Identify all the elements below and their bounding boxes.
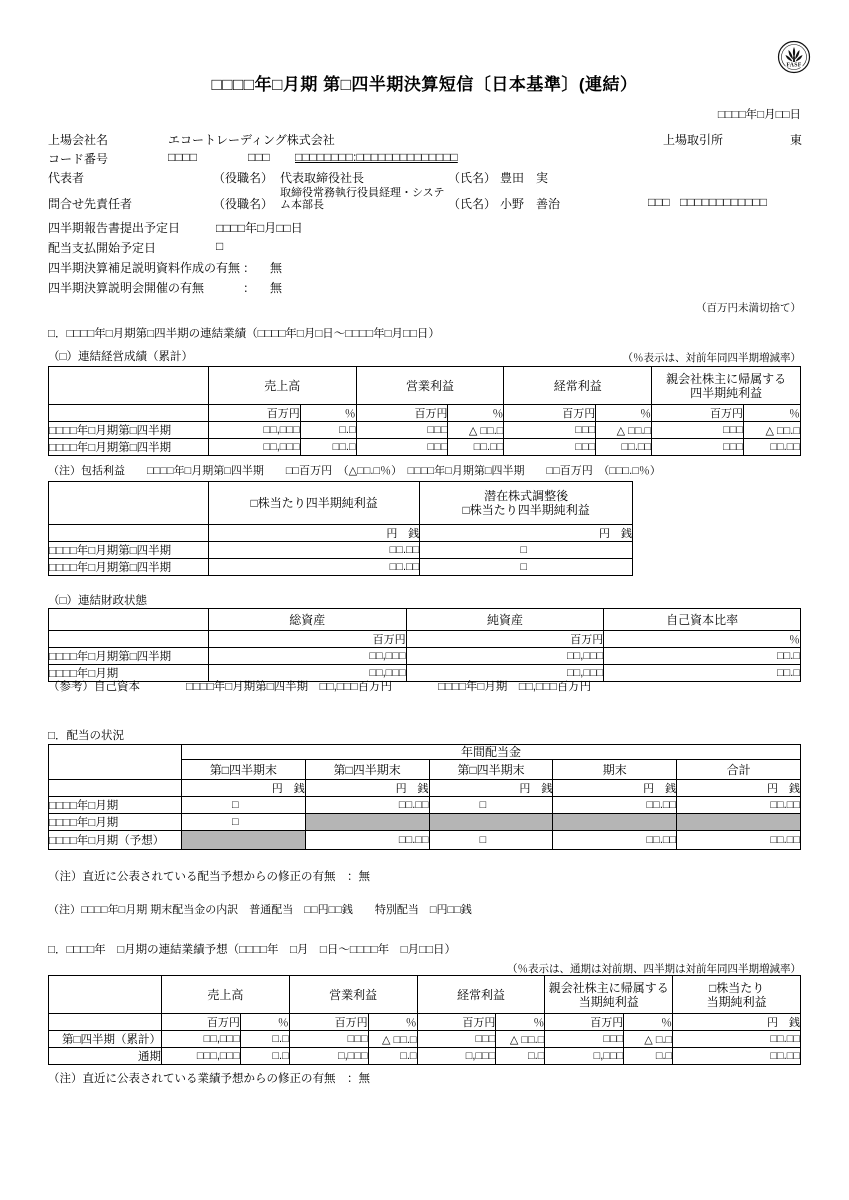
publication-date: □□□□年□月□□日	[717, 109, 801, 121]
section-3-heading: □．□□□□年 □月期の連結業績予想（□□□□年 □月 □日～□□□□年 □月□□日）	[48, 944, 456, 956]
tel-label: □□□	[648, 195, 670, 209]
table-row	[49, 831, 801, 850]
unit-row	[49, 780, 801, 797]
cell-ni-pct: □□.□□	[744, 439, 801, 456]
cell-eps: □□.□□	[673, 1031, 801, 1048]
cell-sales-amount: □□□,□□□	[161, 1048, 240, 1065]
row-label-q-cumulative: 第□四半期（累計）	[49, 1031, 162, 1048]
cell-total: □□.□□	[677, 831, 801, 850]
dividend-payment-label: 配当支払開始予定日	[48, 241, 157, 255]
unit-year-end: 円 銭	[553, 780, 677, 797]
row-label-fy-forecast: □□□□年□月期（予想）	[49, 831, 182, 850]
row-label-current-q: □□□□年□月期第□四半期	[49, 648, 209, 665]
col-header-q1-end: 第□四半期末	[181, 760, 305, 780]
cell-oi-pct: △ □□.□	[368, 1031, 417, 1048]
unit-eps: 円 銭	[208, 525, 419, 542]
table-forecast	[48, 975, 801, 1065]
filing-date-row	[48, 219, 808, 239]
table-row	[49, 1031, 801, 1048]
table-row	[49, 542, 633, 559]
unit-ni-pct: ％	[624, 1014, 673, 1031]
cell-total-assets: □□,□□□	[208, 648, 406, 665]
cell-oi-pct: □.□	[368, 1048, 417, 1065]
col-header-diluted-eps	[420, 482, 633, 525]
representative-name-label: （氏名）	[448, 171, 497, 185]
table-dividends	[48, 744, 801, 850]
filing-date-value: □□□□年□月□□日	[216, 221, 303, 235]
percent-note-2: （％表示は、通期は対前期、四半期は対前年同四半期増減率）	[507, 963, 801, 975]
unit-row	[49, 405, 801, 422]
cell-q1-shaded	[181, 831, 305, 850]
cell-sales-pct: □.□	[240, 1031, 289, 1048]
cell-q1: □	[181, 797, 305, 814]
table-row	[49, 422, 801, 439]
col-header-net-sales: 売上高	[161, 976, 289, 1014]
row-label-fy-prior: □□□□年□月期	[49, 797, 182, 814]
unit-q1: 円 銭	[181, 780, 305, 797]
col-header-net-income	[545, 976, 673, 1014]
contact-role: 取締役常務執行役員経理・システム本部長	[280, 187, 445, 211]
supplement-label: 四半期決算補足説明資料作成の有無	[48, 261, 241, 275]
table-financial-position	[48, 608, 801, 682]
unit-row-label-cell	[49, 525, 209, 542]
briefing-row	[48, 279, 808, 299]
cell-year-end-shaded	[553, 814, 677, 831]
corner-cell	[49, 609, 209, 631]
table-row	[49, 797, 801, 814]
unit-equity-ratio: ％	[604, 631, 801, 648]
section-2-heading: □．配当の状況	[48, 730, 124, 742]
unit-row-label-cell	[49, 631, 209, 648]
unit-oi-pct: ％	[368, 1014, 417, 1031]
col-header-operating-income: 営業利益	[289, 976, 417, 1014]
rounding-note: （百万円未満切捨て）	[696, 302, 801, 314]
representative-name: 豊田 実	[500, 171, 549, 185]
company-url-link[interactable]: □□□□□□□□:□□□□□□□□□□□□□□	[295, 150, 458, 164]
cell-sales-amount: □□,□□□	[161, 1031, 240, 1048]
unit-ord-pct: ％	[596, 405, 652, 422]
unit-row	[49, 631, 801, 648]
col-header-year-end: 期末	[553, 760, 677, 780]
contact-label: 問合せ先責任者	[48, 197, 133, 211]
cell-ni-amount: □□□	[652, 422, 744, 439]
table-header-row	[49, 482, 633, 525]
company-label: 上場会社名	[48, 133, 109, 147]
col-header-eps	[673, 976, 801, 1014]
table-row	[49, 814, 801, 831]
cell-ord-pct: △ □□.□	[496, 1031, 545, 1048]
cell-oi-pct: □□.□□	[448, 439, 504, 456]
representative-role: 代表取締役社長	[280, 171, 365, 185]
unit-ni-pct: ％	[744, 405, 801, 422]
row-label-current-q: □□□□年□月期第□四半期	[49, 542, 209, 559]
unit-oi-pct: ％	[448, 405, 504, 422]
dividend-payment-value: □	[216, 239, 224, 253]
dividend-note-1: （注）直近に公表されている配当予想からの修正の有無 ：無	[48, 871, 370, 883]
unit-row	[49, 1014, 801, 1031]
representative-role-label: （役職名）	[213, 171, 274, 185]
unit-q3: 円 銭	[429, 780, 553, 797]
cell-q2: □□.□□	[305, 831, 429, 850]
cell-ni-pct: □.□	[624, 1048, 673, 1065]
col-header-total-assets: 総資産	[208, 609, 406, 631]
unit-sales-pct: ％	[240, 1014, 289, 1031]
cell-diluted-eps: □	[420, 559, 633, 576]
briefing-label: 四半期決算説明会開催の有無	[48, 281, 205, 295]
col-header-net-assets: 純資産	[406, 609, 604, 631]
corner-cell	[49, 482, 209, 525]
cell-total-shaded	[677, 814, 801, 831]
cell-total-assets: □□,□□□	[208, 665, 406, 682]
col-header-net-income-line2: 当期純利益	[578, 994, 639, 1009]
dividend-note-2: （注）□□□□年□月期 期末配当金の内訳 普通配当 □□円□□銭 特別配当 □円□□銭	[48, 904, 472, 916]
url-label: □□□	[248, 150, 270, 164]
cell-ord-amount: □,□□□	[417, 1048, 496, 1065]
cell-sales-pct: □.□	[240, 1048, 289, 1065]
unit-ni-yen: 百万円	[652, 405, 744, 422]
cell-ord-amount: □□□	[504, 439, 596, 456]
cell-q2-shaded	[305, 814, 429, 831]
cell-oi-amount: □□□	[356, 422, 448, 439]
row-label-current-q: □□□□年□月期第□四半期	[49, 422, 209, 439]
cell-q3: □	[429, 831, 553, 850]
company-row	[48, 131, 808, 150]
dividend-payment-row	[48, 239, 808, 259]
unit-ni-yen: 百万円	[545, 1014, 624, 1031]
cell-year-end: □□.□□	[553, 831, 677, 850]
supplement-value: 無	[270, 261, 283, 275]
code-label: コード番号	[48, 152, 109, 166]
cell-sales-amount: □□,□□□	[208, 439, 300, 456]
col-header-net-sales: 売上高	[208, 367, 356, 405]
code-row	[48, 150, 808, 169]
contact-row	[48, 188, 808, 219]
unit-ord-pct: ％	[496, 1014, 545, 1031]
col-header-operating-income: 営業利益	[356, 367, 504, 405]
section-1-1-heading: （□）連結経営成績（累計）	[48, 351, 193, 363]
representative-label: 代表者	[48, 171, 85, 185]
table-header-row	[49, 976, 801, 1014]
cell-diluted-eps: □	[420, 542, 633, 559]
table-row	[49, 1048, 801, 1065]
supplement-colon: ：	[243, 261, 256, 275]
col-header-q2-end: 第□四半期末	[305, 760, 429, 780]
unit-net-assets: 百万円	[406, 631, 604, 648]
fasf-emblem-icon	[777, 40, 811, 74]
cell-oi-amount: □□□	[356, 439, 448, 456]
col-header-annual-dividend: 年間配当金	[181, 745, 800, 760]
unit-row-label-cell	[49, 780, 182, 797]
unit-row-label-cell	[49, 405, 209, 422]
cell-ord-pct: △ □□.□	[596, 422, 652, 439]
company-header-block	[48, 131, 808, 299]
cell-eps: □□.□□	[208, 542, 419, 559]
comprehensive-income-note: （注）包括利益 □□□□年□月期第□四半期 □□百万円 （△□□.□％） □□□□年□月期第□四半期 □□百万円 （□□□.□％）	[48, 465, 661, 477]
cell-sales-amount: □□,□□□	[208, 422, 300, 439]
representative-row	[48, 169, 808, 188]
cell-ord-amount: □□□	[417, 1031, 496, 1048]
col-header-eps-line2: 当期純利益	[706, 994, 767, 1009]
unit-q2: 円 銭	[305, 780, 429, 797]
table-header-row	[49, 609, 801, 631]
filing-date-label: 四半期報告書提出予定日	[48, 221, 181, 235]
row-label-fy-current: □□□□年□月期	[49, 814, 182, 831]
cell-ord-pct: □□.□□	[596, 439, 652, 456]
cell-oi-pct: △ □□.□	[448, 422, 504, 439]
col-header-net-income-line1: 親会社株主に帰属する	[666, 371, 787, 386]
col-header-equity-ratio: 自己資本比率	[604, 609, 801, 631]
col-header-ordinary-income: 経常利益	[417, 976, 545, 1014]
svg-text:FASF: FASF	[786, 62, 802, 69]
row-label-prior-q: □□□□年□月期第□四半期	[49, 439, 209, 456]
document-title: □□□□年□月期 第□四半期決算短信〔日本基準〕(連結）	[211, 75, 638, 94]
forecast-note: （注）直近に公表されている業績予想からの修正の有無 ：無	[48, 1073, 370, 1085]
cell-ni-amount: □□□	[652, 439, 744, 456]
code-value: □□□□	[168, 150, 197, 164]
corner-cell	[49, 367, 209, 405]
cell-ni-amount: □□□	[545, 1031, 624, 1048]
col-header-eps: □株当たり四半期純利益	[208, 482, 419, 525]
unit-sales-yen: 百万円	[161, 1014, 240, 1031]
cell-oi-amount: □,□□□	[289, 1048, 368, 1065]
table-row	[49, 648, 801, 665]
supplement-row	[48, 259, 808, 279]
cell-oi-amount: □□□	[289, 1031, 368, 1048]
table-consolidated-results	[48, 366, 801, 456]
unit-row	[49, 525, 633, 542]
unit-total-assets: 百万円	[208, 631, 406, 648]
cell-ni-pct: △ □.□	[624, 1031, 673, 1048]
col-header-net-income-line1: 親会社株主に帰属する	[548, 980, 669, 995]
section-1-2-heading: （□）連結財政状態	[48, 595, 147, 607]
unit-eps: 円 銭	[673, 1014, 801, 1031]
cell-equity-ratio: □□.□	[604, 648, 801, 665]
col-header-net-income-line2: 四半期純利益	[690, 385, 763, 400]
unit-ord-yen: 百万円	[504, 405, 596, 422]
col-header-eps-line1: □株当たり	[708, 980, 765, 995]
tel-value: □□□□□□□□□□□□	[680, 195, 767, 209]
company-name: エコートレーディング株式会社	[168, 133, 335, 147]
unit-oi-yen: 百万円	[356, 405, 448, 422]
cell-sales-pct: □.□	[300, 422, 356, 439]
col-header-diluted-eps-line1: 潜在株式調整後	[484, 489, 569, 503]
unit-row-label-cell	[49, 1014, 162, 1031]
corner-cell	[49, 976, 162, 1014]
percent-note-1: （％表示は、対前年同四半期増減率）	[622, 352, 801, 364]
cell-q3-shaded	[429, 814, 553, 831]
briefing-value: 無	[270, 281, 283, 295]
table-eps	[48, 481, 633, 576]
cell-ni-pct: △ □□.□	[744, 422, 801, 439]
contact-name-label: （氏名）	[448, 197, 497, 211]
row-label-prior-fy: □□□□年□月期	[49, 665, 209, 682]
col-header-ordinary-income: 経常利益	[504, 367, 652, 405]
contact-name: 小野 善治	[500, 197, 561, 211]
cell-ni-amount: □,□□□	[545, 1048, 624, 1065]
unit-ord-yen: 百万円	[417, 1014, 496, 1031]
cell-net-assets: □□,□□□	[406, 648, 604, 665]
unit-diluted-eps: 円 銭	[420, 525, 633, 542]
equity-reference-note: （参考）自己資本 □□□□年□月期第□四半期 □□,□□□百万円 □□□□年□月期 □□,□□□百万円	[48, 681, 592, 693]
cell-sales-pct: □□.□	[300, 439, 356, 456]
col-header-q3-end: 第□四半期末	[429, 760, 553, 780]
row-label-prior-q: □□□□年□月期第□四半期	[49, 559, 209, 576]
cell-q1: □	[181, 814, 305, 831]
cell-ord-pct: □.□	[496, 1048, 545, 1065]
table-header-row-group	[49, 745, 801, 760]
section-1-heading: □．□□□□年□月期第□四半期の連結業績（□□□□年□月□日～□□□□年□月□□日）	[48, 328, 440, 340]
cell-ord-amount: □□□	[504, 422, 596, 439]
unit-sales-yen: 百万円	[208, 405, 300, 422]
cell-eps: □□.□□	[208, 559, 419, 576]
cell-eps: □□.□□	[673, 1048, 801, 1065]
table-row	[49, 559, 633, 576]
corner-cell	[49, 745, 182, 780]
cell-q2: □□.□□	[305, 797, 429, 814]
unit-sales-pct: ％	[300, 405, 356, 422]
row-label-full-year: 通期	[49, 1048, 162, 1065]
cell-year-end: □□.□□	[553, 797, 677, 814]
cell-total: □□.□□	[677, 797, 801, 814]
unit-oi-yen: 百万円	[289, 1014, 368, 1031]
table-row	[49, 439, 801, 456]
table-header-row	[49, 367, 801, 405]
cell-equity-ratio: □□.□	[604, 665, 801, 682]
col-header-diluted-eps-line2: □株当たり四半期純利益	[462, 503, 590, 517]
col-header-total: 合計	[677, 760, 801, 780]
cell-net-assets: □□,□□□	[406, 665, 604, 682]
exchange-label: 上場取引所	[663, 133, 724, 147]
briefing-colon: ：	[243, 281, 256, 295]
cell-q3: □	[429, 797, 553, 814]
unit-total: 円 銭	[677, 780, 801, 797]
exchange-value: 東	[790, 133, 803, 147]
contact-role-label: （役職名）	[213, 197, 274, 211]
col-header-net-income	[652, 367, 801, 405]
